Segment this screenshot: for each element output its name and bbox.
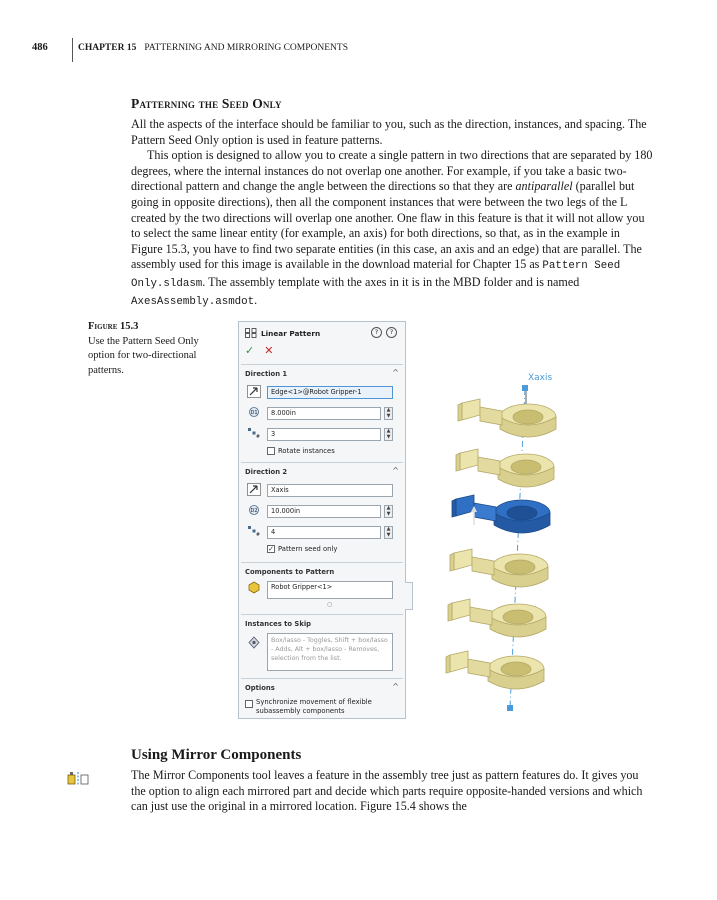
paragraph-mirror: The Mirror Components tool leaves a feature in the assembly tree just as pattern features do. It gives you the option to align each mirrored part and decide which parts require opposite-handed versions and which can just use the original in a mirrored location. Figure 15.4 shows the: [131, 768, 643, 814]
collapse-icon[interactable]: ^: [392, 466, 399, 475]
running-header: [32, 38, 348, 62]
components-list[interactable]: Robot Gripper<1>: [267, 581, 393, 599]
direction2-section: [241, 462, 403, 559]
direction1-title: Direction 1: [245, 370, 288, 378]
figure-label: Figure 15.3: [88, 321, 139, 332]
skip-instances-icon: [246, 635, 262, 649]
pattern-instance: [450, 549, 548, 587]
pattern-instance: [448, 599, 546, 637]
instances-skip-list[interactable]: Box/lasso - Toggles, Shift + box/lasso - Adds, Alt + box/lasso - Removes, selection from the list.: [267, 633, 393, 671]
svg-text:#: #: [255, 532, 261, 537]
options-section: [241, 678, 403, 717]
axis-label: Xaxis: [528, 373, 553, 383]
components-title: Components to Pattern: [245, 568, 335, 576]
direction2-spacing-input[interactable]: 10.000in: [267, 505, 381, 518]
panel-title: Linear Pattern: [261, 328, 321, 338]
figure-caption-text: Use the Pattern Seed Only option for two-directional patterns.: [88, 335, 199, 376]
pattern-instance: [458, 399, 556, 437]
ok-button[interactable]: ✓: [245, 344, 255, 357]
section-heading-mirror: Using Mirror Components: [131, 747, 302, 763]
seed-component-selected: [452, 495, 550, 533]
code-filename: Pattern Seed Only.sldasm: [131, 260, 621, 290]
mirror-components-icon: [67, 771, 89, 787]
instances-skip-title: Instances to Skip: [245, 620, 312, 628]
quick-tips-button[interactable]: ?: [371, 327, 382, 338]
instances-icon: [246, 426, 262, 440]
linear-pattern-icon: [245, 328, 257, 338]
instances-icon: [246, 524, 262, 538]
pattern-seed-only-checkbox[interactable]: [267, 545, 337, 553]
para-text: This option is designed to allow you to create a single pattern in two directions that are separated by 180 degrees, where the internal instances do not overlap one another. For example, if you take a basic two-directional pattern and change the angle between the directions so that they are: [131, 148, 653, 194]
help-buttons: [371, 327, 397, 338]
figure-caption: [88, 320, 228, 378]
pattern-instance: [446, 651, 544, 689]
linear-pattern-panel: [238, 321, 406, 719]
direction1-spacing-input[interactable]: 8.000in: [267, 407, 381, 420]
synchronize-label: Synchronize movement of flexible subassembly components: [256, 698, 372, 715]
pattern-seed-only-label: Pattern seed only: [278, 545, 338, 553]
section-body: [131, 117, 653, 310]
para-text: . The assembly template with the axes in it is in the MBD folder and is named: [202, 274, 580, 289]
spacing-icon: [246, 405, 262, 419]
checkbox-box-checked[interactable]: ✓: [268, 545, 274, 553]
svg-text:#: #: [255, 434, 261, 439]
spacing-spinner[interactable]: ▲ ▼: [384, 407, 393, 420]
pattern-model-illustration: [440, 365, 580, 715]
page-number: 486: [32, 42, 48, 53]
collapse-icon[interactable]: ^: [392, 368, 399, 377]
direction1-section: [241, 364, 403, 461]
chapter-number: CHAPTER 15: [78, 43, 137, 53]
instances-skip-section: [241, 614, 403, 675]
spacing-spinner[interactable]: ▲ ▼: [384, 505, 393, 518]
direction2-instances-input[interactable]: 4: [267, 526, 381, 539]
instances-spinner[interactable]: ▲ ▼: [384, 428, 393, 441]
help-button[interactable]: ?: [386, 327, 397, 338]
para-text: .: [254, 292, 258, 307]
section2-body: [131, 768, 653, 815]
rotate-instances-checkbox[interactable]: [267, 447, 335, 455]
paragraph-intro: All the aspects of the interface should be familiar to you, such as the direction, instances, and spacing. The Pattern Seed Only option is used in feature patterns.: [131, 117, 647, 147]
resize-handle-icon[interactable]: ○: [327, 601, 333, 608]
reverse-direction-icon[interactable]: [246, 482, 262, 496]
instances-spinner[interactable]: ▲ ▼: [384, 526, 393, 539]
direction2-edge-field[interactable]: Xaxis: [267, 484, 393, 497]
rotate-instances-label: Rotate instances: [278, 447, 335, 455]
svg-text:D2: D2: [250, 508, 258, 514]
panel-header: [245, 328, 320, 338]
chapter-heading: [78, 38, 348, 53]
checkbox-box[interactable]: [267, 447, 275, 455]
para-italic: antiparallel: [515, 179, 573, 194]
direction2-title: Direction 2: [245, 468, 288, 476]
spacing-icon: [246, 503, 262, 517]
code-template: AxesAssembly.asmdot: [131, 295, 255, 308]
paragraph-seed-only: [131, 148, 653, 310]
direction1-instances-input[interactable]: 3: [267, 428, 381, 441]
para-text: (parallel but going in opposite directions), then all the component instances that were between the two legs of the L created by the two directions will overlap one another. One flaw in this feature is that it will not allow you to select the same linear entity (for example, an axis) for both directions, so that, as in the example in Figure 15.3, you have to find two separate entities (in this case, an axis and an edge) that are parallel. The assembly used for this image is available in the download material for Chapter 15 as: [131, 179, 645, 272]
component-icon: [246, 580, 262, 594]
pattern-instance: [456, 449, 554, 487]
reverse-direction-icon[interactable]: [246, 384, 262, 398]
checkbox-box[interactable]: [245, 700, 253, 708]
svg-text:D1: D1: [250, 410, 258, 416]
section-heading-seed-only: Patterning the Seed Only: [131, 96, 282, 111]
synchronize-checkbox[interactable]: [245, 698, 375, 715]
options-title: Options: [245, 684, 275, 692]
cancel-button[interactable]: ✕: [264, 344, 274, 357]
panel-flyout-tab[interactable]: [405, 582, 413, 610]
collapse-icon[interactable]: ^: [392, 682, 399, 691]
header-divider: [72, 38, 73, 62]
direction1-edge-field[interactable]: Edge<1>@Robot Gripper-1: [267, 386, 393, 399]
chapter-title: PATTERNING AND MIRRORING COMPONENTS: [144, 43, 348, 53]
ok-cancel-row: [245, 344, 273, 357]
components-section: [241, 562, 403, 613]
